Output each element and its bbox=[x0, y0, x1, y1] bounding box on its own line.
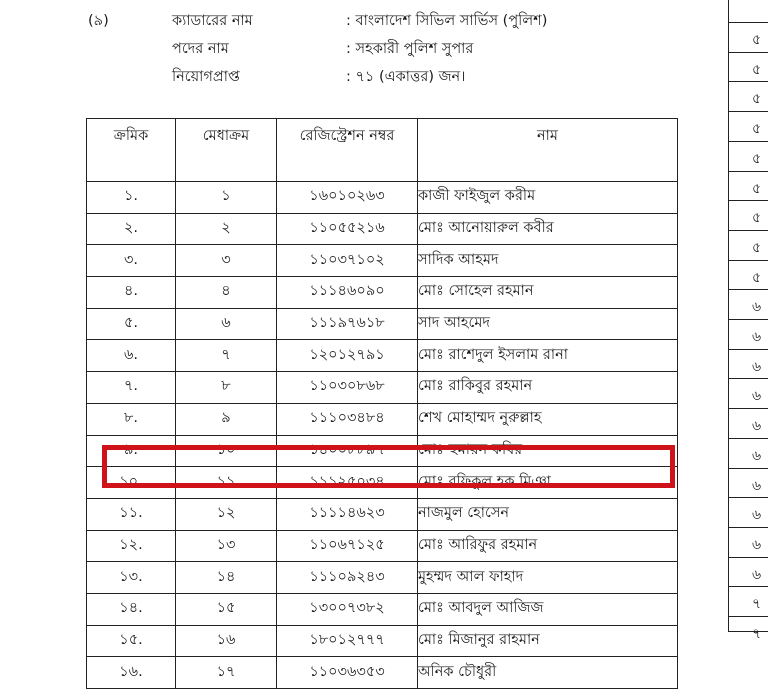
side-row-digit: ৬ bbox=[752, 507, 762, 524]
name-cell: মোঃ আরিফুর রহমান bbox=[418, 530, 678, 562]
side-row-digit: ৬ bbox=[752, 418, 762, 435]
side-row-rule bbox=[729, 260, 768, 261]
name-cell: মুহম্মদ আল ফাহাদ bbox=[418, 562, 678, 594]
post-value: : সহকারী পুলিশ সুপার bbox=[346, 41, 474, 57]
name-cell: মোঃ রাকিবুর রহমান bbox=[418, 372, 678, 404]
side-row-digit: ৫ bbox=[752, 150, 762, 167]
table-row bbox=[87, 530, 678, 562]
side-row-rule bbox=[729, 616, 768, 617]
serial-cell: ২. bbox=[87, 213, 176, 245]
name-cell: মোঃ রাশেদুল ইসলাম রানা bbox=[418, 340, 678, 372]
cadre-value: : বাংলাদেশ সিভিল সার্ভিস (পুলিশ) bbox=[346, 13, 548, 29]
table-row bbox=[87, 277, 678, 309]
side-row-digit: ৭ bbox=[752, 596, 762, 613]
side-row-rule bbox=[729, 52, 768, 53]
name-cell: কাজী ফাইজুল করীম bbox=[418, 182, 678, 214]
side-row-rule bbox=[729, 22, 768, 23]
registration-cell: ১১০৩৬৩৫৩ bbox=[277, 657, 418, 689]
side-row-digit: ৬ bbox=[752, 329, 762, 345]
name-cell: মোঃ রফিকুল হক মিঞা bbox=[418, 467, 678, 499]
serial-cell: ১০. bbox=[87, 467, 176, 499]
side-row-digit: ৬ bbox=[752, 566, 762, 583]
serial-cell: ৬. bbox=[87, 340, 176, 372]
header-merit: মেধাক্রম bbox=[176, 119, 277, 182]
appointed-label: নিয়োগপ্রাপ্ত bbox=[172, 69, 240, 85]
table-row bbox=[87, 593, 678, 625]
side-row-digit: ৫ bbox=[752, 180, 762, 197]
registration-cell: ১১০৫৫২১৬ bbox=[277, 213, 418, 245]
side-row-rule bbox=[729, 586, 768, 587]
serial-cell: ১১. bbox=[87, 498, 176, 530]
side-row-rule bbox=[729, 557, 768, 558]
table-header-row bbox=[87, 119, 678, 182]
side-row-digit: ৬ bbox=[752, 299, 762, 316]
name-cell: মোঃ সোহেল রহমান bbox=[418, 277, 678, 309]
cadre-label: ক্যাডারের নাম bbox=[172, 13, 253, 29]
registration-cell: ১৪০০৮৮৯৭ bbox=[277, 435, 418, 467]
merit-cell: ৬ bbox=[176, 308, 277, 340]
side-row-rule bbox=[729, 171, 768, 172]
name-cell: নাজমুল হোসেন bbox=[418, 498, 678, 530]
highlight-rectangle bbox=[102, 445, 675, 488]
side-row-rule bbox=[729, 200, 768, 201]
serial-cell: ১৪. bbox=[87, 593, 176, 625]
merit-cell: ১৭ bbox=[176, 657, 277, 689]
appointed-value: : ৭১ (একাত্তর) জন। bbox=[346, 69, 466, 85]
side-table-border bbox=[728, 0, 729, 632]
registration-cell: ১১১১৪৬২৩ bbox=[277, 498, 418, 530]
table-row bbox=[87, 308, 678, 340]
side-row-digit: ৬ bbox=[752, 536, 762, 553]
side-row-rule bbox=[729, 141, 768, 142]
side-row-digit: ৫ bbox=[752, 269, 762, 286]
registration-cell: ১১১৪৬০৯০ bbox=[277, 277, 418, 309]
side-row-rule bbox=[729, 111, 768, 112]
side-row-rule bbox=[729, 289, 768, 290]
serial-cell: ১৬. bbox=[87, 657, 176, 689]
table-row bbox=[87, 182, 678, 214]
serial-cell: ৭. bbox=[87, 372, 176, 404]
serial-cell: ৩. bbox=[87, 245, 176, 277]
table-row bbox=[87, 403, 678, 435]
merit-cell: ৭ bbox=[176, 340, 277, 372]
merit-cell: ১৫ bbox=[176, 593, 277, 625]
side-row-rule bbox=[729, 468, 768, 469]
registration-cell: ১১০৩০৮৬৮ bbox=[277, 372, 418, 404]
side-row-digit: ৭ bbox=[752, 626, 762, 642]
side-row-rule bbox=[729, 408, 768, 409]
table-row bbox=[87, 498, 678, 530]
merit-cell: ১৩ bbox=[176, 530, 277, 562]
name-cell: সাদিক আহমদ bbox=[418, 245, 678, 277]
table-row bbox=[87, 340, 678, 372]
serial-cell: ৯. bbox=[87, 435, 176, 467]
header-name: নাম bbox=[418, 119, 678, 182]
registration-cell: ১১০৩৭১০২ bbox=[277, 245, 418, 277]
side-row-rule bbox=[729, 349, 768, 350]
table-row bbox=[87, 372, 678, 404]
serial-cell: ১৩. bbox=[87, 562, 176, 594]
merit-cell: ১১ bbox=[176, 467, 277, 499]
table-row bbox=[87, 657, 678, 689]
serial-cell: ৫. bbox=[87, 308, 176, 340]
side-row-rule bbox=[729, 378, 768, 379]
side-row-rule bbox=[729, 527, 768, 528]
side-row-rule bbox=[729, 230, 768, 231]
serial-cell: ৮. bbox=[87, 403, 176, 435]
serial-cell: ১. bbox=[87, 182, 176, 214]
merit-cell: ১৪ bbox=[176, 562, 277, 594]
side-row-digit: ৫ bbox=[752, 239, 762, 256]
registration-cell: ১১১০৩৪৮৪ bbox=[277, 403, 418, 435]
table-row bbox=[87, 213, 678, 245]
post-label: পদের নাম bbox=[172, 41, 229, 57]
merit-cell: ১০ bbox=[176, 435, 277, 467]
side-row-digit: ৫ bbox=[752, 32, 762, 48]
serial-cell: ১৫. bbox=[87, 625, 176, 657]
serial-cell: ১২. bbox=[87, 530, 176, 562]
side-row-digit: ৫ bbox=[752, 121, 762, 138]
side-row-digit: ৬ bbox=[752, 447, 762, 464]
registration-cell: ১৮০১২৭৭৭ bbox=[277, 625, 418, 657]
name-cell: মোঃ আবদুল আজিজ bbox=[418, 593, 678, 625]
registration-cell: ১১১৯৭৬১৮ bbox=[277, 308, 418, 340]
side-row-rule bbox=[729, 319, 768, 320]
merit-cell: ৯ bbox=[176, 403, 277, 435]
side-row-digit: ৫ bbox=[752, 61, 762, 78]
header-registration: রেজিস্ট্রেশন নম্বর bbox=[277, 119, 418, 182]
merit-cell: ৪ bbox=[176, 277, 277, 309]
name-cell: মোঃ মিজানুর রাহমান bbox=[418, 625, 678, 657]
table-row bbox=[87, 562, 678, 594]
table-row bbox=[87, 625, 678, 657]
registration-cell: ১১১২৫০৩৪ bbox=[277, 467, 418, 499]
name-cell: সাদ আহমেদ bbox=[418, 308, 678, 340]
merit-cell: ২ bbox=[176, 213, 277, 245]
serial-cell: ৪. bbox=[87, 277, 176, 309]
side-row-digit: ৬ bbox=[752, 358, 762, 375]
section-number: (৯) bbox=[88, 13, 109, 29]
merit-cell: ৩ bbox=[176, 245, 277, 277]
side-row-digit: ৬ bbox=[752, 388, 762, 405]
header-serial: ক্রমিক bbox=[87, 119, 176, 182]
registration-cell: ১২০১২৭৯১ bbox=[277, 340, 418, 372]
registration-cell: ১১০৬৭১২৫ bbox=[277, 530, 418, 562]
side-row-digit: ৫ bbox=[752, 210, 762, 227]
side-row-digit: ৬ bbox=[752, 477, 762, 494]
merit-cell: ১ bbox=[176, 182, 277, 214]
merit-cell: ১৬ bbox=[176, 625, 277, 657]
registration-cell: ১৩০০৭৩৮২ bbox=[277, 593, 418, 625]
registration-cell: ১১১০৯২৪৩ bbox=[277, 562, 418, 594]
side-row-digit: ৫ bbox=[752, 91, 762, 108]
merit-list-table bbox=[86, 118, 678, 689]
name-cell: শেখ মোহাম্মদ নুরুল্লাহ bbox=[418, 403, 678, 435]
name-cell: মোঃ আনোয়ারুল কবীর bbox=[418, 213, 678, 245]
side-row-rule bbox=[729, 497, 768, 498]
merit-cell: ১২ bbox=[176, 498, 277, 530]
name-cell: মোঃ হুমায়ন কবির bbox=[418, 435, 678, 467]
merit-cell: ৮ bbox=[176, 372, 277, 404]
registration-cell: ১৬০১০২৬৩ bbox=[277, 182, 418, 214]
side-row-rule bbox=[729, 81, 768, 82]
name-cell: অনিক চৌধুরী bbox=[418, 657, 678, 689]
table-row bbox=[87, 245, 678, 277]
side-row-rule bbox=[729, 438, 768, 439]
